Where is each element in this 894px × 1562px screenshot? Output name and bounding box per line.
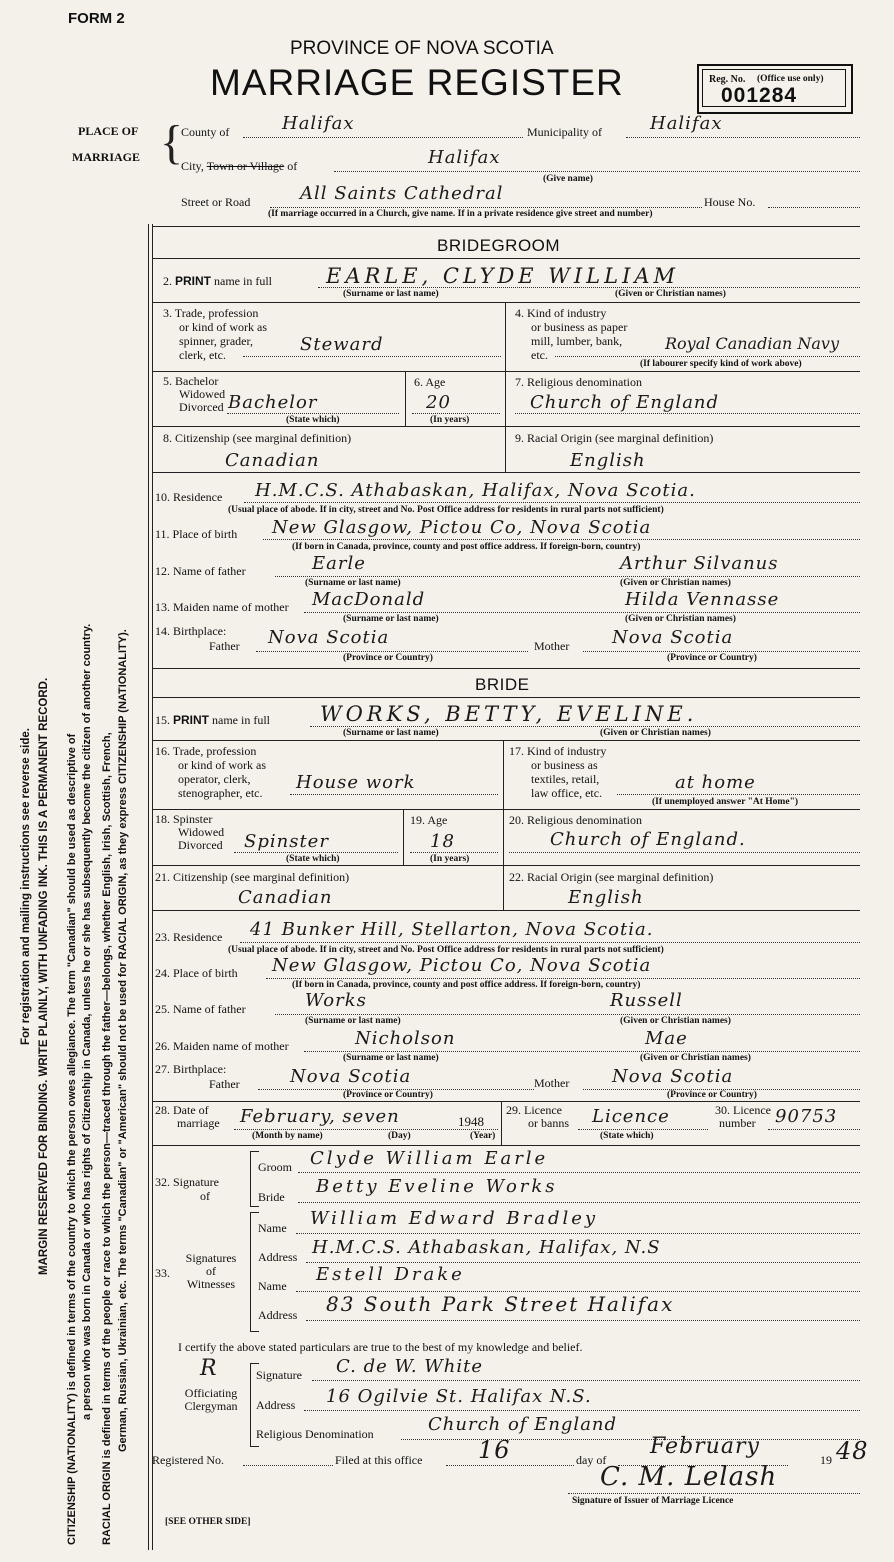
w2-address-label: Address (258, 1308, 298, 1322)
bride-occupation: House work (296, 772, 416, 793)
groom-signature: Clyde William Earle (310, 1148, 549, 1169)
margin-binding-note: MARGIN RESERVED FOR BINDING. WRITE PLAINLY, WITH UNFADING INK. THIS IS A PERMANENT RECORD. (38, 677, 50, 1275)
house-label: House No. (704, 195, 756, 209)
city-label: City, Town or Village of (181, 159, 298, 173)
bride-racial-origin: English (568, 887, 644, 908)
issuer-signature: C. M. Lelash (600, 1462, 778, 1492)
bride-age: 18 (430, 831, 455, 852)
groom-f4-label: 4. Kind of industry or business as paper mill, lumber, bank, etc. (515, 306, 628, 362)
margin-citizenship-1: CITIZENSHIP (NATIONALITY) is defined in terms of the country to which the person owes allegiance. The term "Canadian" should be used as descriptive of (66, 733, 78, 1545)
place-label-2: MARRIAGE (72, 150, 140, 164)
w1-name-label: Name (258, 1221, 287, 1235)
see-other-side: [SEE OTHER SIDE] (165, 1517, 251, 1527)
province-heading: PROVINCE OF NOVA SCOTIA (290, 38, 554, 59)
groom-mother-given: Hilda Vennasse (625, 589, 780, 610)
groom-industry-note: (If labourer specify kind of work above) (640, 359, 802, 369)
marriage-f29-label: 29. Licence or banns (506, 1103, 569, 1130)
county-label: County of (181, 125, 230, 139)
reg-note: (Office use only) (757, 74, 824, 84)
bride-marital-status: Spinster (244, 831, 329, 852)
groom-father-birthplace: Nova Scotia (268, 627, 390, 648)
bride-industry: at home (675, 772, 756, 793)
groom-age: 20 (426, 392, 451, 413)
groom-occupation: Steward (300, 334, 384, 355)
groom-marital-status: Bachelor (228, 392, 318, 413)
groom-f6-label: 6. Age (414, 375, 446, 389)
certify-statement: I certify the above stated particulars are true to the best of my knowledge and belief. (178, 1340, 583, 1354)
clergy-sig-label: Signature (256, 1368, 302, 1382)
groom-mother-surname-note: (Surname or last name) (343, 614, 439, 624)
groom-mother-given-note: (Given or Christian names) (625, 614, 736, 624)
street-note: (If marriage occurred in a Church, give name. If in a private residence give street and number) (268, 209, 653, 219)
groom-given-note: (Given or Christian names) (615, 289, 726, 299)
bride-surname-note: (Surname or last name) (343, 728, 439, 738)
groom-f9-label: 9. Racial Origin (see marginal definition) (515, 431, 714, 445)
groom-f3-label: 3. Trade, profession or kind of work as spinner, grader, clerk, etc. (163, 306, 267, 362)
witness2-name: Estell Drake (316, 1264, 465, 1285)
register-title: MARRIAGE REGISTER (210, 62, 624, 103)
bride-name: WORKS, BETTY, EVELINE. (320, 702, 698, 726)
groom-residence-note: (Usual place of abode. If in city, street and No. Post Office address for residents in rural parts not sufficient) (228, 505, 664, 515)
bride-mother-given: Mae (645, 1028, 688, 1049)
groom-f14-mother-label: Mother (534, 639, 570, 653)
witness2-address: 83 South Park Street Halifax (326, 1292, 675, 1316)
bride-f23-label: 23. Residence (155, 930, 223, 944)
registered-label: Registered No. (152, 1453, 224, 1467)
place-brace: { (160, 116, 184, 169)
filed-label: Filed at this office (335, 1453, 423, 1467)
bride-father-birthplace: Nova Scotia (290, 1066, 412, 1087)
groom-in-years: (In years) (430, 415, 470, 425)
bride-f27-label: 27. Birthplace: Father (155, 1062, 240, 1091)
county-value: Halifax (282, 113, 355, 134)
groom-f8-label: 8. Citizenship (see marginal definition) (163, 431, 352, 445)
bride-f26-label: 26. Maiden name of mother (155, 1039, 289, 1053)
bride-f20-label: 20. Religious denomination (509, 813, 642, 827)
groom-name: EARLE, CLYDE WILLIAM (326, 264, 680, 288)
groom-mother-birthplace: Nova Scotia (612, 627, 734, 648)
licence-or-banns: Licence (592, 1106, 670, 1127)
bride-f21-label: 21. Citizenship (see marginal definition) (155, 870, 350, 884)
reg-number-box (697, 64, 853, 114)
place-label-1: PLACE OF (78, 124, 139, 138)
clergy-signature: C. de W. White (336, 1356, 484, 1377)
sig-f33-num: 33. (155, 1266, 170, 1280)
clergy-denomination: Church of England (428, 1414, 618, 1435)
groom-state-which: (State which) (286, 415, 340, 425)
reg-label: Reg. No. (709, 74, 746, 85)
groom-father-surname-note: (Surname or last name) (305, 578, 401, 588)
bride-f22-label: 22. Racial Origin (see marginal definition) (509, 870, 714, 884)
month-note: (Month by name) (252, 1131, 323, 1141)
bride-mother-surname-note: (Surname or last name) (343, 1053, 439, 1063)
groom-mother-province-note: (Province or Country) (667, 653, 757, 663)
groom-father-given-note: (Given or Christian names) (620, 578, 731, 588)
bride-father-given: Russell (610, 990, 683, 1011)
bride-sig-label: Bride (258, 1190, 285, 1204)
margin-racial-2: German, Russian, Ukrainian, etc. The terms "Canadian" or "American" should not be used for RACIAL ORIGIN, as they express CITIZENSHIP (NATIONALITY). (117, 629, 129, 1452)
bride-father-given-note: (Given or Christian names) (620, 1016, 731, 1026)
groom-f10-label: 10. Residence (155, 490, 223, 504)
groom-f2-label: 2. PRINT name in full (163, 274, 272, 288)
groom-citizenship: Canadian (225, 450, 320, 471)
groom-father-surname: Earle (312, 553, 366, 574)
groom-f5-label: 5. Bachelor Widowed Divorced (163, 374, 226, 414)
day-of-label: day of (576, 1453, 607, 1467)
groom-f12-label: 12. Name of father (155, 564, 246, 578)
bride-birth-note: (If born in Canada, province, county and post office address. If foreign-born, country) (292, 980, 641, 990)
groom-f14-label: 14. Birthplace: Father (155, 624, 240, 653)
groom-birthplace: New Glasgow, Pictou Co, Nova Scotia (272, 517, 652, 538)
groom-surname-note: (Surname or last name) (343, 289, 439, 299)
bride-mother-birthplace: Nova Scotia (612, 1066, 734, 1087)
groom-mother-surname: MacDonald (312, 589, 426, 610)
licence-note: (State which) (600, 1131, 654, 1141)
sig-f33-label: Signatures of Witnesses (185, 1251, 237, 1291)
bride-heading: BRIDE (475, 675, 530, 694)
reg-number: 001284 (721, 84, 798, 107)
groom-residence: H.M.C.S. Athabaskan, Halifax, Nova Scotia. (255, 480, 696, 501)
bride-birthplace: New Glasgow, Pictou Co, Nova Scotia (272, 955, 652, 976)
groom-religion: Church of England (530, 392, 720, 413)
city-value: Halifax (428, 147, 501, 168)
street-value: All Saints Cathedral (300, 183, 504, 204)
margin-racial-1: RACIAL ORIGIN is defined in terms of the people or race to which the person—traced through the father—belongs, whether English, Irish, Scottish, French, (101, 732, 113, 1545)
bride-f15-label: 15. PRINT name in full (155, 713, 270, 727)
bride-f16-label: 16. Trade, profession or kind of work as operator, clerk, stenographer, etc. (155, 744, 266, 800)
bride-religion: Church of England. (550, 829, 746, 850)
street-label: Street or Road (181, 195, 251, 209)
groom-birth-note: (If born in Canada, province, county and post office address. If foreign-born, country) (292, 542, 641, 552)
filed-year: 48 (836, 1437, 869, 1465)
bride-f24-label: 24. Place of birth (155, 966, 238, 980)
marriage-date: February, seven (240, 1106, 400, 1127)
bride-father-province-note: (Province or Country) (343, 1090, 433, 1100)
give-name-note: (Give name) (543, 174, 593, 184)
marriage-f30-label: 30. Licence number (715, 1103, 771, 1130)
w2-name-label: Name (258, 1279, 287, 1293)
groom-heading: BRIDEGROOM (437, 236, 561, 255)
marriage-year: 1948 (458, 1114, 484, 1129)
w1-address-label: Address (258, 1250, 298, 1264)
issuer-note: Signature of Issuer of Marriage Licence (572, 1496, 734, 1506)
marriage-f28-label: 28. Date of marriage (155, 1103, 220, 1130)
clergy-label: Officiating Clergyman (184, 1386, 238, 1413)
groom-f7-label: 7. Religious denomination (515, 375, 642, 389)
bride-state-which: (State which) (286, 854, 340, 864)
bride-father-surname-note: (Surname or last name) (305, 1016, 401, 1026)
bride-citizenship: Canadian (238, 887, 333, 908)
sig-f32-label: 32. Signature of (155, 1175, 219, 1203)
licence-number: 90753 (775, 1106, 838, 1127)
groom-father-given: Arthur Silvanus (620, 553, 779, 574)
year-note: (Year) (470, 1131, 496, 1141)
bride-signature: Betty Eveline Works (316, 1176, 558, 1197)
bride-in-years: (In years) (430, 854, 470, 864)
bride-mother-given-note: (Given or Christian names) (640, 1053, 751, 1063)
municipality-value: Halifax (650, 113, 723, 134)
groom-sig-label: Groom (258, 1160, 292, 1174)
bride-f25-label: 25. Name of father (155, 1002, 246, 1016)
bride-residence: 41 Bunker Hill, Stellarton, Nova Scotia. (250, 919, 654, 940)
bride-given-note: (Given or Christian names) (600, 728, 711, 738)
margin-instructions: For registration and mailing instructions see reverse side. (20, 728, 32, 1045)
bride-f17-label: 17. Kind of industry or business as textiles, retail, law office, etc. (509, 744, 607, 800)
filed-day: 16 (478, 1436, 511, 1464)
groom-father-province-note: (Province or Country) (343, 653, 433, 663)
bride-mother-province-note: (Province or Country) (667, 1090, 757, 1100)
groom-f11-label: 11. Place of birth (155, 527, 238, 541)
municipality-label: Municipality of (527, 125, 602, 139)
bride-f27-mother-label: Mother (534, 1076, 570, 1090)
bride-mother-surname: Nicholson (355, 1028, 456, 1049)
clergy-addr-label: Address (256, 1398, 296, 1412)
groom-racial-origin: English (570, 450, 646, 471)
form-number: FORM 2 (68, 10, 125, 27)
witness1-name: William Edward Bradley (310, 1208, 599, 1229)
bride-residence-note: (Usual place of abode. If in city, street and No. Post Office address for residents in rural parts not sufficient) (228, 945, 664, 955)
bride-father-surname: Works (305, 990, 367, 1011)
bride-f19-label: 19. Age (410, 813, 448, 827)
filed-month: February (650, 1434, 760, 1459)
groom-f13-label: 13. Maiden name of mother (155, 600, 289, 614)
margin-citizenship-2: a person who was born in Canada or who has rights of Citizenship in Canada, unless he or she has subsequently become the citizen of another country. (81, 623, 93, 1420)
bride-industry-note: (If unemployed answer "At Home") (652, 797, 799, 807)
groom-industry: Royal Canadian Navy (665, 334, 839, 353)
year-prefix: 19 (820, 1453, 832, 1467)
witness1-address: H.M.C.S. Athabaskan, Halifax, N.S (312, 1237, 661, 1258)
day-note: (Day) (388, 1131, 411, 1141)
bride-f18-label: 18. Spinster Widowed Divorced (155, 812, 225, 852)
clergy-address: 16 Ogilvie St. Halifax N.S. (326, 1386, 592, 1407)
clergy-denom-label: Religious Denomination (256, 1427, 374, 1441)
